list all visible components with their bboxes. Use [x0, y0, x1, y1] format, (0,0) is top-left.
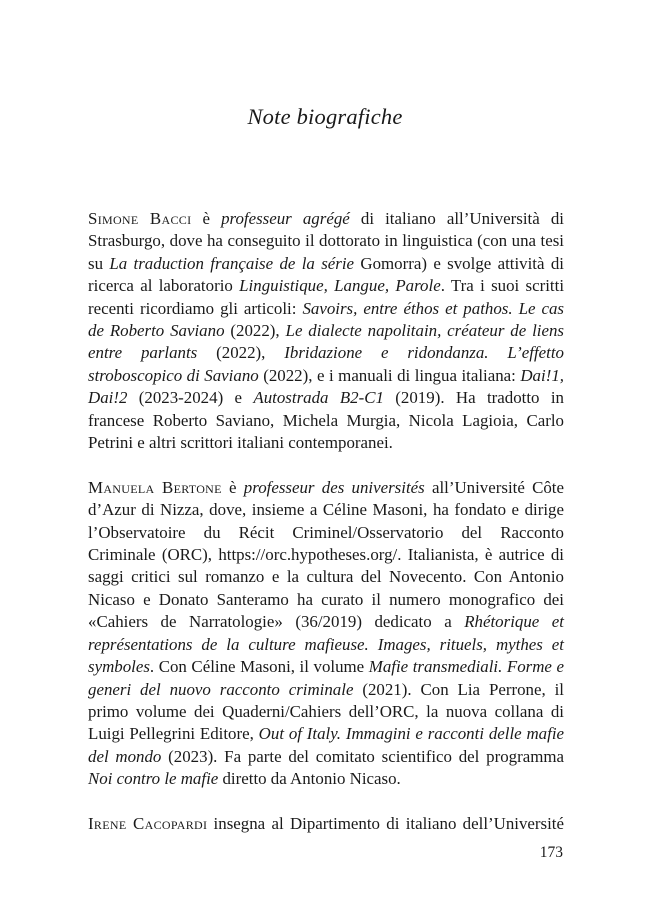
italic-text: Ibridazione e ridondanza. L’effetto stroboscopico di Saviano: [88, 343, 564, 385]
italic-text: Rhétorique et représentations de la culture mafieuse. Images, rituels, mythes et symboles: [88, 612, 564, 677]
bio-text: (2021). Con Lia Perrone, il primo volume dei Quaderni/Cahiers dell’ORC, la nuova collana di Luigi Pellegrini Editore,: [88, 679, 564, 744]
bio-text: Gomorra) e svolge attività di ricerca al laboratorio: [88, 253, 564, 296]
author-name: Simone Bacci: [88, 209, 192, 228]
bio-text: diretto da Antonio Nicaso.: [218, 769, 401, 789]
bio-text: (2023). Fa parte del comitato scientifico del programma: [161, 746, 564, 766]
bio-text: (2022),: [224, 321, 286, 341]
italic-text: Noi contro le mafie: [88, 769, 219, 789]
bio-list: [88, 208, 564, 835]
author-name: Manuela Bertone: [88, 477, 222, 497]
italic-text: Le dialecte napolitain, créateur de liens entre parlants: [88, 321, 564, 363]
bio-text: . Con Céline Masoni, il volume: [149, 657, 369, 677]
italic-text: professeur des universités: [243, 477, 425, 497]
author-name: Irene Cacopardi: [88, 813, 208, 833]
bio-text: insegna al Dipartimento di italiano dell’Université: [207, 813, 564, 833]
page-title: Note biografiche: [247, 104, 403, 129]
bio-text: . Tra i suoi scritti recenti ricordiamo gli articoli:: [88, 276, 565, 318]
bio-entry: [88, 208, 564, 454]
italic-text: Dai!1, Dai!2: [88, 365, 564, 408]
italic-text: Autostrada B2-C1: [253, 388, 384, 408]
italic-text: Mafie transmediali. Forme e generi del nuovo racconto criminale: [88, 657, 564, 699]
bio-text: (2019). Ha tradotto in francese Roberto Saviano, Michela Murgia, Nicola Lagioia, Carlo Petrini e altri scrittori italiani contemporanei.: [88, 388, 564, 453]
page-number: 173: [539, 844, 563, 861]
bio-text: (2022),: [197, 343, 285, 363]
bio-text: è: [191, 209, 222, 228]
bio-text: (2022), e i manuali di lingua italiana:: [258, 365, 521, 385]
bio-text: all’Université Côte d’Azur di Nizza, dove, insieme a Céline Masoni, ha fondato e dirige l’Observatoire du Récit Criminel/Osservatorio del Racconto Criminale (ORC), https://orc.hypotheses.org/. Italianista, è autrice di saggi critici sul romanzo e la cultura del Novecento. Con Antonio Nicaso e Donato Santeramo ha curato il numero monografico dei «Cahiers de Narratologie» (36/2019) dedicato a: [88, 477, 564, 632]
bio-text: (2023-2024) e: [127, 388, 254, 408]
italic-text: Savoirs, entre éthos et pathos. Le cas de Roberto Saviano: [88, 298, 564, 341]
italic-text: Out of Italy. Immagini e racconti delle mafie del mondo: [88, 724, 565, 766]
italic-text: professeur agrégé: [221, 209, 350, 228]
bio-entry: [88, 477, 564, 791]
bio-text: di italiano all’Università di Strasburgo, dove ha conseguito il dottorato in linguistica (con una tesi su: [88, 209, 564, 273]
bio-text: è: [221, 477, 244, 497]
italic-text: Linguistique, Langue, Parole: [239, 276, 441, 296]
italic-text: La traduction française de la série: [109, 253, 355, 273]
bio-entry: [88, 813, 564, 835]
